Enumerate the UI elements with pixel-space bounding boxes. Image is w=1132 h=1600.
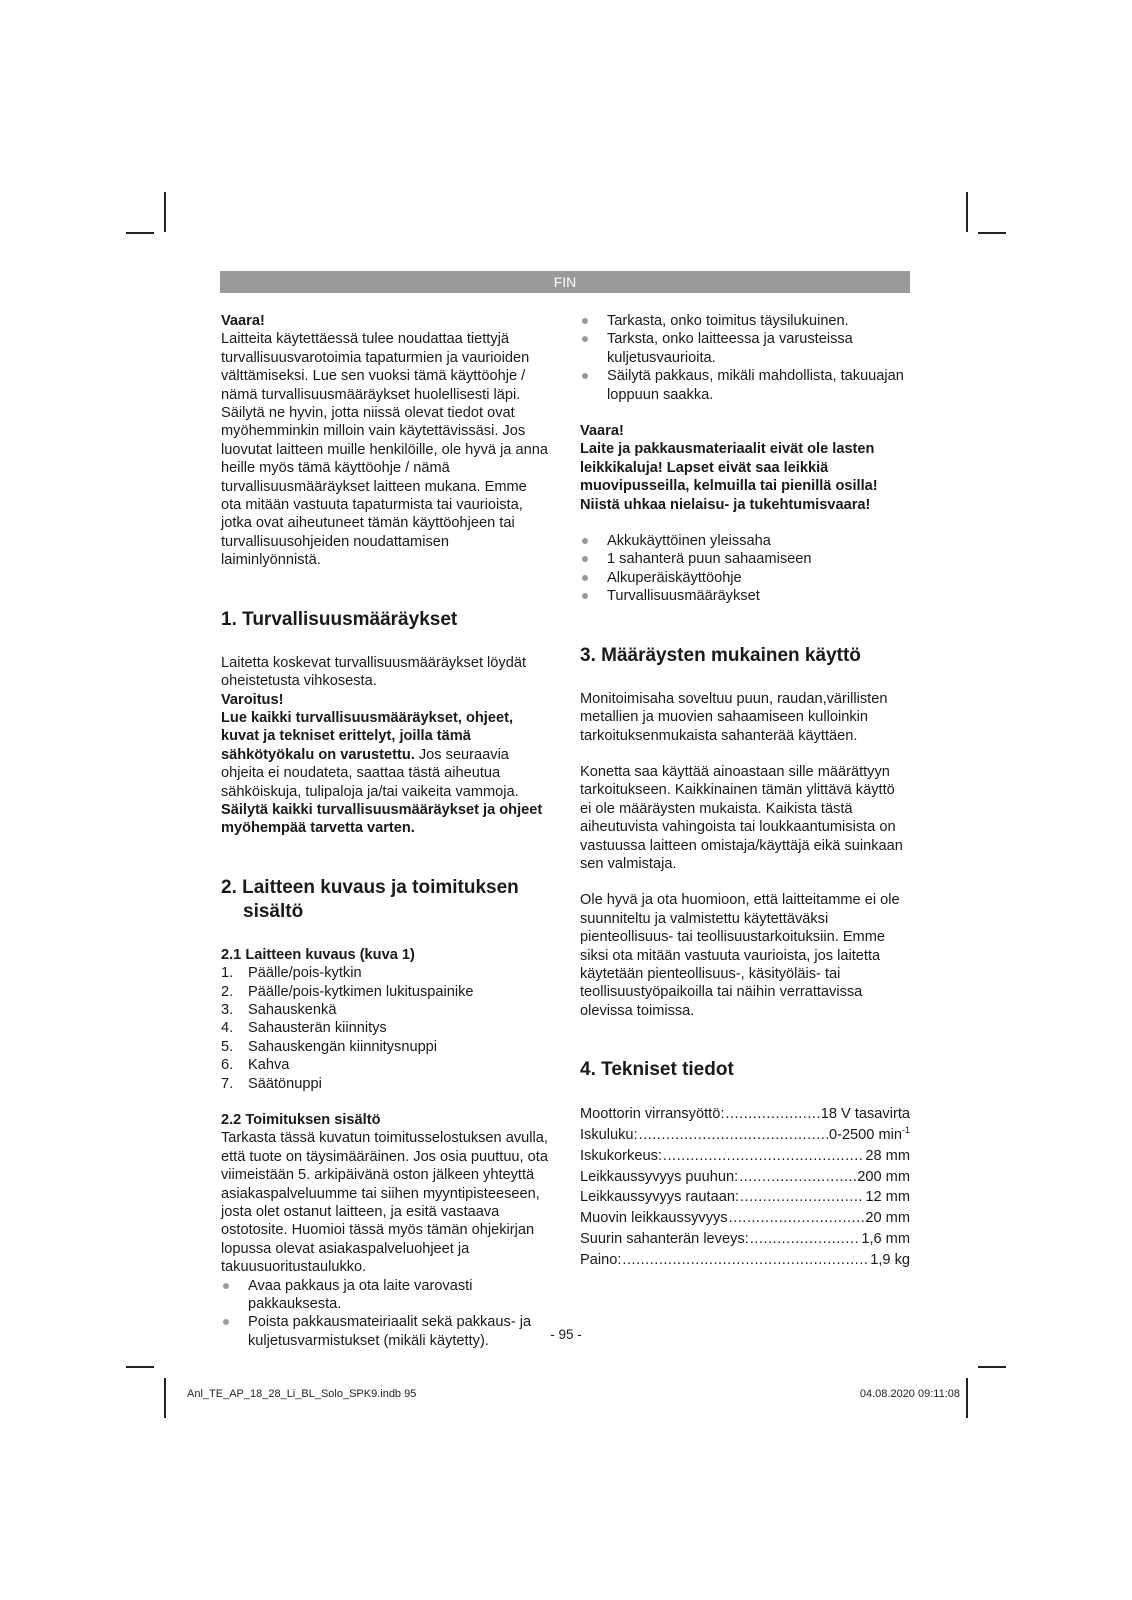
spec-row: Muovin leikkaussyvyys ..... 20 mm (580, 1208, 910, 1229)
caution-bold: Lue kaikki turvallisuusmääräykset, ohjeet, kuvat ja tekniset erittelyt, joilla tämä sähkötyökalu on varustettu. (221, 709, 514, 763)
crop-mark (126, 1366, 154, 1368)
section-2-title-line1: 2. Laitteen kuvaus ja toimituksen (221, 876, 519, 898)
list-item: Poista pakkausmateiriaalit sekä pakkaus- ja kuljetusvarmistukset (mikäli käytetty). (221, 1313, 551, 1350)
list-item: 6. Kahva (221, 1057, 290, 1074)
list-item: 3. Sahauskenkä (221, 1001, 337, 1018)
list-item: 5. Sahauskengän kiinnitysnuppi (221, 1038, 438, 1055)
section-2-title (221, 876, 551, 924)
list-item: 4. Sahausterän kiinnitys (221, 1020, 387, 1037)
print-file-name: Anl_TE_AP_18_28_Li_BL_Solo_SPK9.indb 95 (187, 1388, 417, 1400)
parts-list (221, 964, 551, 1093)
section-2-1-title: 2.1 Laitteen kuvaus (kuva 1) (221, 946, 415, 963)
list-item: Akkukäyttöinen yleissaha (580, 532, 910, 550)
usage-paragraph-3: Ole hyvä ja ota huomioon, että laitteitamme ei ole suunniteltu ja valmistettu käytettäväksi pienteollisuus- tai teollisuustarkoituksiin. Emme siksi ota mitään vastuuta vaurioista, jos laitetta käytetään pienteollisuus-, käsityöläis- tai teollisuustyöpaikoilla tai näihin verrattavissa olevissa toimissa. (580, 892, 900, 1019)
list-item: Tarksta, onko laitteessa ja varusteissa kuljetusvaurioita. (580, 330, 910, 367)
list-item: 2. Päälle/pois-kytkimen lukituspainike (221, 983, 474, 1000)
crop-mark (978, 1366, 1006, 1368)
warning-title: Vaara! (580, 423, 624, 440)
warning-text: Laite ja pakkausmateriaalit eivät ole lasten leikkikaluja! Lapset eivät saa leikkiä muovipusseilla, kelmuilla tai pienillä osilla! Niistä uhkaa nielaisu- ja tukehtumisvaara! (580, 441, 878, 513)
keep-instructions: Säilytä kaikki turvallisuusmääräykset ja ohjeet myöhempää tarvetta varten. (221, 801, 543, 837)
section-4-title: 4. Tekniset tiedot (580, 1059, 734, 1081)
list-item: 1. Päälle/pois-kytkin (221, 965, 362, 982)
crop-mark (164, 1378, 166, 1418)
safety-intro: Laitetta koskevat turvallisuusmääräykset löydät oheistetusta vihkosesta. (221, 654, 526, 690)
language-bar: FIN (220, 271, 910, 293)
caution-text (221, 709, 551, 801)
list-item: Säilytä pakkaus, mikäli mahdollista, takuuajan loppuun saakka. (580, 367, 910, 404)
right-column (580, 312, 910, 1271)
section-2-2-title: 2.2 Toimituksen sisältö (221, 1112, 381, 1128)
section-3-title: 3. Määräysten mukainen käyttö (580, 644, 861, 666)
warning-title: Vaara! (221, 313, 265, 329)
list-item: 7. Säätönuppi (221, 1075, 322, 1092)
section-1-title: 1. Turvallisuusmääräykset (221, 608, 458, 630)
caution-rest: Jos seuraavia ohjeita ei noudateta, saattaa tästä aiheutua sähköiskuja, tulipaloja ja/tai vaikeita vammoja. (221, 746, 519, 800)
usage-paragraph-2: Konetta saa käyttää ainoastaan sille määrättyyn tarkoitukseen. Kaikkinainen tämän ylittävä käyttö ei ole määräysten mukaista. Kaikista tästä aiheutuvista vahingoista tai loukkaantumisista on vastuussa laitteen omistaja/käyttäjä eikä suinkaan sen valmistaja. (580, 763, 903, 872)
spec-row: Moottorin virransyöttö: ..... 18 V tasavirta (580, 1104, 910, 1125)
list-item: Tarkasta, onko toimitus täysilukuinen. (580, 312, 910, 330)
section-2-title-line2: sisältö (243, 900, 304, 922)
page-number: - 95 - (550, 1327, 582, 1342)
delivery-text: Tarkasta tässä kuvatun toimitusselostuksen avulla, että tuote on täysimääräinen. Jos osia puuttuu, ota viimeistään 5. arkipäivänä oston jälkeen yhteyttä asiakaspalveluumme tai siihen myyntipisteeseen, josta olet ostanut laitteen, ja esitä vastaava ostotosite. Huomioi tässä myös tämän ohjekirjan lopussa olevat asiakaspalveluohjeet ja takuusuoritustaulukko. (221, 1130, 548, 1276)
caution-title: Varoitus! (221, 691, 284, 708)
warning-text: Laitteita käytettäessä tulee noudattaa tiettyjä turvallisuusvarotoimia tapaturmien ja vaurioiden välttämiseksi. Lue sen vuoksi tämä käyttöohje / nämä turvallisuusmääräykset huolellisesti läpi. Säilytä ne hyvin, jotta niissä olevat tiedot ovat myöhemminkin milloin vain käytettävissäsi. Jos luovutat laitteen muille henkilöille, ole hyvä ja anna heille myös tämä käyttöohje / nämä turvallisuusmääräykset laitteen mukana. Emme ota mitään vastuuta tapaturmista tai vaurioista, jotka ovat aiheutuneet tämän käyttöohjeen tai turvallisuusohjeiden noudattamisen laiminlyönnistä. (221, 331, 548, 569)
crop-mark (164, 192, 166, 232)
list-item: 1 sahanterä puun sahaamiseen (580, 550, 910, 568)
list-item: Alkuperäiskäyttöohje (580, 569, 910, 587)
spec-table (580, 1104, 910, 1270)
spec-row: Iskuluku: ..... 0-2500 $\min^{-1}$ (580, 1125, 910, 1146)
spec-row: Paino: ..... 1,9 kg (580, 1250, 910, 1271)
left-column (221, 312, 551, 1350)
contents-bullets (580, 532, 910, 606)
print-timestamp: 04.08.2020 09:11:08 (859, 1388, 960, 1400)
list-item: Avaa pakkaus ja ota laite varovasti pakkauksesta. (221, 1277, 551, 1314)
spec-row: Iskukorkeus: ..... 28 mm (580, 1146, 910, 1167)
spec-row: Suurin sahanterän leveys: ..... 1,6 mm (580, 1229, 910, 1250)
spec-row: Leikkaussyvyys puuhun: ..... 200 mm (580, 1167, 910, 1188)
crop-mark (966, 192, 968, 232)
crop-mark (966, 1378, 968, 1418)
list-item: Turvallisuusmääräykset (580, 587, 910, 605)
check-bullets (580, 312, 910, 404)
usage-paragraph-1: Monitoimisaha soveltuu puun, raudan,värillisten metallien ja muovien sahaamiseen kulloinkin tarkoituksenmukaista sahanterää käyttäen. (580, 690, 888, 744)
spec-row: Leikkaussyvyys rautaan: ..... 12 mm (580, 1187, 910, 1208)
crop-mark (978, 232, 1006, 234)
crop-mark (126, 232, 154, 234)
